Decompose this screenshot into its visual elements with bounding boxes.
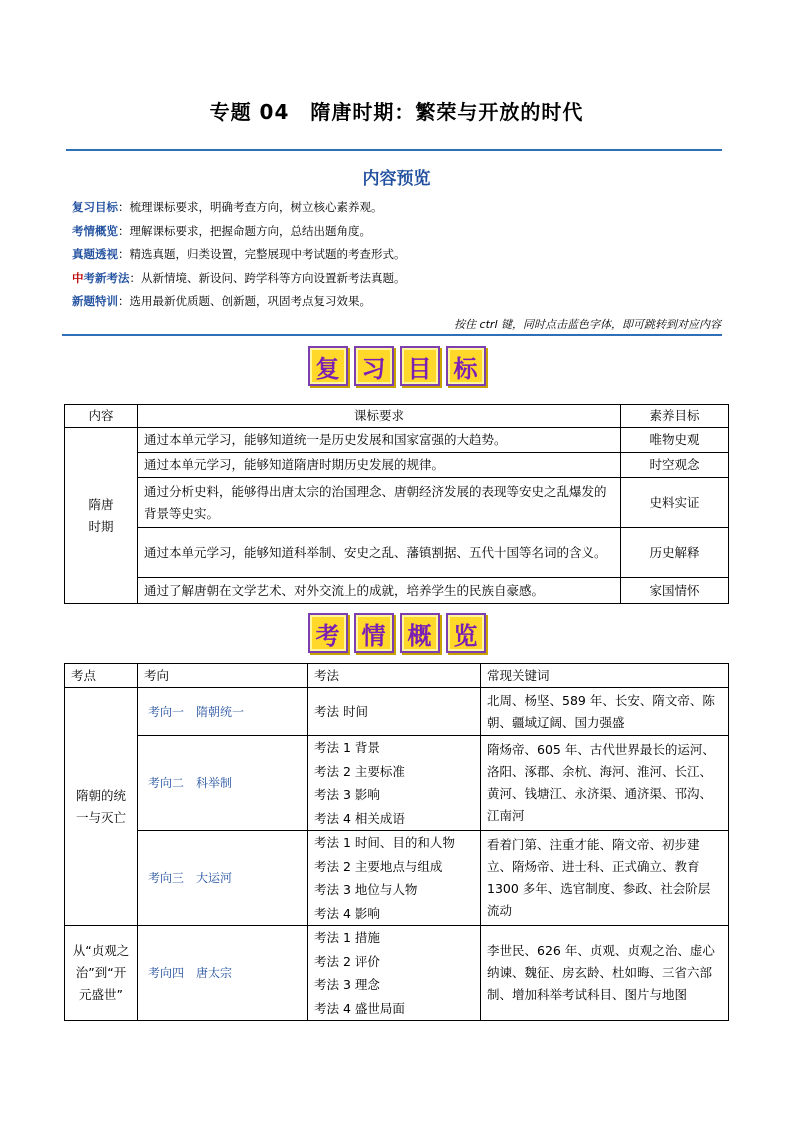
preview-item-real-questions[interactable]: 真题透视：精选真题，归类设置，完整展现中考试题的考查形式。 xyxy=(72,247,406,261)
header-point: 考点 xyxy=(65,664,138,688)
banner-review-goals xyxy=(0,346,793,386)
method-cell: 考法 1 时间、目的和人物 考法 2 主要地点与组成 考法 3 地位与人物 考法 4 影响 xyxy=(308,831,481,926)
banner-tile: 习 xyxy=(354,346,394,386)
header-keywords: 常现关键词 xyxy=(481,664,729,688)
literacy-cell: 历史解释 xyxy=(621,528,729,578)
review-goals-table xyxy=(64,404,729,604)
banner-tile: 复 xyxy=(308,346,348,386)
group-sui-tang: 隋唐 时期 xyxy=(65,428,138,604)
exam-overview-table xyxy=(64,663,729,1021)
banner-tile: 标 xyxy=(446,346,486,386)
literacy-cell: 唯物史观 xyxy=(621,428,729,453)
literacy-cell: 时空观念 xyxy=(621,453,729,478)
keywords-cell: 隋炀帝、605 年、古代世界最长的运河、洛阳、涿郡、余杭、海河、淮河、长江、黄河、钱塘江、永济渠、通济渠、邗沟、江南河 xyxy=(481,736,729,831)
method-cell: 考法 时间 xyxy=(308,688,481,736)
navigation-hint: 按住 ctrl 键，同时点击蓝色字体，即可跳转到对应内容 xyxy=(454,318,721,331)
direction-link[interactable]: 考向二 科举制 xyxy=(138,736,308,831)
page-title: 专题 04 隋唐时期：繁荣与开放的时代 xyxy=(209,100,584,124)
requirement-cell: 通过了解唐朝在文学艺术、对外交流上的成就，培养学生的民族自豪感。 xyxy=(138,578,621,604)
requirement-cell: 通过分析史料，能够得出唐太宗的治国理念、唐朝经济发展的表现等安史之乱爆发的背景等史实。 xyxy=(138,478,621,528)
direction-link[interactable]: 考向一 隋朝统一 xyxy=(138,688,308,736)
banner-tile: 概 xyxy=(400,613,440,653)
banner-exam-overview xyxy=(0,613,793,653)
keywords-cell: 看着门第、注重才能、隋文帝、初步建立、隋炀帝、进士科、正式确立、教育 1300 多年、选官制度、参政、社会阶层流动 xyxy=(481,831,729,926)
preview-item-exam-overview[interactable]: 考情概览：理解课标要求，把握命题方向，总结出题角度。 xyxy=(72,223,371,238)
preview-item-new-methods[interactable]: 中考新考法：从新情境、新设问、跨学科等方向设置新考法真题。 xyxy=(72,270,406,285)
header-direction: 考向 xyxy=(138,664,308,688)
literacy-cell: 家国情怀 xyxy=(621,578,729,604)
point-cell: 隋朝的统一与灭亡 xyxy=(65,688,138,926)
preview-item-new-training[interactable]: 新题特训：选用最新优质题、创新题，巩固考点复习效果。 xyxy=(72,294,371,308)
preview-list xyxy=(72,196,722,314)
preview-heading: 内容预览 xyxy=(362,169,431,189)
keywords-cell: 李世民、626 年、贞观、贞观之治、虚心纳谏、魏征、房玄龄、杜如晦、三省六部制、增加科举考试科目、图片与地图 xyxy=(481,926,729,1021)
requirement-cell: 通过本单元学习，能够知道统一是历史发展和国家富强的大趋势。 xyxy=(138,428,621,453)
header-content: 内容 xyxy=(65,405,138,428)
method-cell: 考法 1 措施 考法 2 评价 考法 3 理念 考法 4 盛世局面 xyxy=(308,926,481,1021)
requirement-cell: 通过本单元学习，能够知道科举制、安史之乱、藩镇割据、五代十国等名词的含义。 xyxy=(138,528,621,578)
header-requirements: 课标要求 xyxy=(138,405,621,428)
header-method: 考法 xyxy=(308,664,481,688)
point-cell: 从“贞观之治”到“开元盛世” xyxy=(65,926,138,1021)
literacy-cell: 史料实证 xyxy=(621,478,729,528)
banner-tile: 考 xyxy=(308,613,348,653)
banner-tile: 目 xyxy=(400,346,440,386)
header-literacy: 素养目标 xyxy=(621,405,729,428)
requirement-cell: 通过本单元学习，能够知道隋唐时期历史发展的规律。 xyxy=(138,453,621,478)
banner-tile: 情 xyxy=(354,613,394,653)
banner-tile: 览 xyxy=(446,613,486,653)
method-cell: 考法 1 背景 考法 2 主要标准 考法 3 影响 考法 4 相关成语 xyxy=(308,736,481,831)
divider-top xyxy=(66,149,722,151)
divider-bottom xyxy=(62,334,722,336)
direction-link[interactable]: 考向三 大运河 xyxy=(138,831,308,926)
keywords-cell: 北周、杨坚、589 年、长安、隋文帝、陈朝、疆域辽阔、国力强盛 xyxy=(481,688,729,736)
direction-link[interactable]: 考向四 唐太宗 xyxy=(138,926,308,1021)
preview-item-review-goal[interactable]: 复习目标：梳理课标要求，明确考查方向，树立核心素养观。 xyxy=(72,200,383,214)
